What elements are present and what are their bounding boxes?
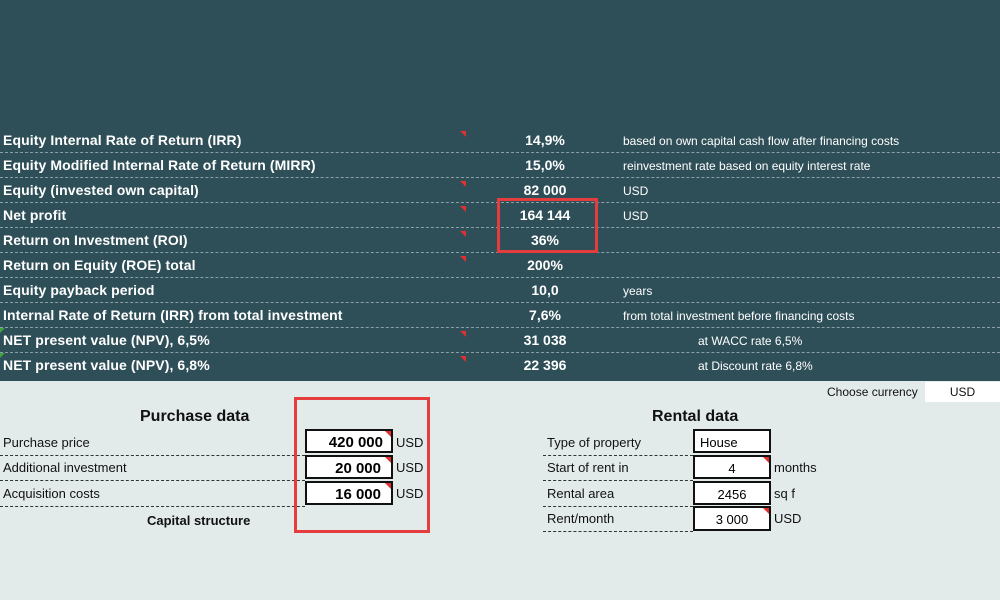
metric-label: Equity Modified Internal Rate of Return (MIRR)	[3, 157, 316, 173]
highlight-box	[294, 397, 430, 533]
comment-flag-icon[interactable]	[460, 256, 466, 262]
capital-structure-title: Capital structure	[147, 513, 251, 528]
additional-investment-unit: USD	[396, 460, 424, 475]
metric-note: years	[623, 284, 653, 298]
metric-value: 22 396	[523, 357, 567, 373]
metric-label: Return on Investment (ROI)	[3, 232, 188, 248]
purchase-data-title: Purchase data	[140, 408, 250, 425]
type-of-property-select[interactable]	[693, 429, 771, 453]
metric-row-npv-68	[0, 353, 1000, 378]
metric-note: USD	[623, 209, 649, 223]
metric-value: 14,9%	[525, 132, 565, 148]
type-of-property-label: Type of property	[547, 435, 641, 450]
rent-month-unit: USD	[774, 511, 802, 526]
metric-row-roe	[0, 253, 1000, 278]
start-of-rent-input[interactable]	[693, 455, 771, 479]
type-of-property-value: House	[700, 435, 738, 450]
comment-flag-icon[interactable]	[460, 231, 466, 237]
rental-area-input[interactable]	[693, 481, 771, 505]
additional-investment-value: 20 000	[335, 460, 381, 477]
acquisition-costs-unit: USD	[396, 486, 424, 501]
metric-note: USD	[623, 184, 649, 198]
highlight-box	[497, 198, 598, 253]
rental-area-value: 2456	[717, 487, 747, 502]
row-divider	[543, 455, 693, 456]
comment-flag-icon[interactable]	[460, 181, 466, 187]
metric-value: 164 144	[519, 207, 571, 223]
acquisition-costs-label: Acquisition costs	[3, 486, 100, 501]
rent-month-input[interactable]	[693, 506, 771, 531]
purchase-price-unit: USD	[396, 435, 424, 450]
comment-flag-icon[interactable]	[460, 206, 466, 212]
comment-flag-icon[interactable]	[763, 457, 769, 463]
metric-label: Internal Rate of Return (IRR) from total investment	[3, 307, 343, 323]
metric-label: Return on Equity (ROE) total	[3, 257, 196, 273]
metric-label: NET present value (NPV), 6,5%	[3, 332, 210, 348]
comment-flag-icon[interactable]	[460, 356, 466, 362]
comment-flag-icon[interactable]	[460, 331, 466, 337]
start-of-rent-value: 4	[728, 461, 736, 476]
metric-value: 31 038	[523, 332, 567, 348]
purchase-price-label: Purchase price	[3, 435, 90, 450]
metric-row-equity-mirr	[0, 153, 1000, 178]
metric-row-payback	[0, 278, 1000, 303]
metric-label: Net profit	[3, 207, 67, 223]
row-divider	[543, 531, 693, 532]
metric-value: 15,0%	[525, 157, 565, 173]
metric-label: Equity Internal Rate of Return (IRR)	[3, 132, 242, 148]
metric-value: 10,0	[531, 282, 559, 298]
acquisition-costs-value: 16 000	[335, 486, 381, 503]
metric-row-npv-65	[0, 328, 1000, 353]
currency-select[interactable]: USD	[925, 382, 1000, 402]
additional-investment-label: Additional investment	[3, 460, 127, 475]
currency-label: Choose currency	[827, 385, 918, 399]
row-divider	[543, 506, 693, 507]
metric-value: 82 000	[523, 182, 567, 198]
comment-flag-icon[interactable]	[763, 508, 769, 514]
comment-flag-icon[interactable]	[460, 131, 466, 137]
row-divider	[543, 480, 693, 481]
purchase-price-value: 420 000	[328, 434, 383, 451]
start-of-rent-label: Start of rent in	[547, 460, 629, 475]
metric-row-equity-irr	[0, 128, 1000, 153]
metric-row-total-irr	[0, 303, 1000, 328]
row-divider	[0, 480, 305, 481]
metric-note: based on own capital cash flow after financing costs	[623, 134, 900, 148]
metric-note: reinvestment rate based on equity interest rate	[623, 159, 871, 173]
rent-month-label: Rent/month	[547, 511, 615, 526]
metric-value: 200%	[527, 257, 563, 273]
rental-area-label: Rental area	[547, 486, 615, 501]
start-of-rent-unit: months	[774, 460, 817, 475]
row-divider	[0, 506, 305, 507]
metric-note: at Discount rate 6,8%	[698, 359, 813, 373]
metric-label: Equity (invested own capital)	[3, 182, 199, 198]
rent-month-value: 3 000	[715, 512, 749, 527]
metric-label: NET present value (NPV), 6,8%	[3, 357, 210, 373]
metric-note: from total investment before financing costs	[623, 309, 855, 323]
metric-label: Equity payback period	[3, 282, 155, 298]
row-divider	[0, 455, 305, 456]
metric-note: at WACC rate 6,5%	[698, 334, 803, 348]
metric-value: 36%	[530, 232, 560, 248]
rental-data-title: Rental data	[652, 408, 739, 425]
metric-value: 7,6%	[529, 307, 561, 323]
rental-area-unit: sq f	[774, 486, 795, 501]
